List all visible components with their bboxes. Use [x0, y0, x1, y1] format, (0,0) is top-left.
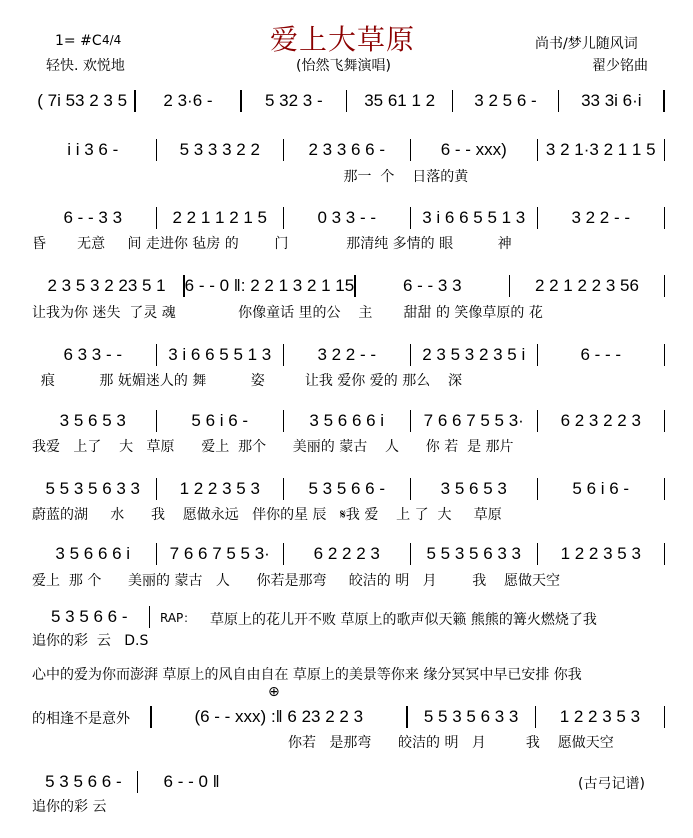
- measure-notes: 3 5 6 5 3: [59, 411, 126, 430]
- measure: [538, 140, 664, 160]
- measure: [538, 479, 664, 499]
- measure-notes: 7 6 6 7 5 5 3·: [169, 544, 270, 563]
- measure: [30, 544, 156, 564]
- measure: [510, 276, 663, 296]
- measure-notes: 3 2 5 6 -: [474, 91, 537, 110]
- measure: [411, 208, 537, 228]
- barline: [664, 478, 666, 500]
- measure: [356, 276, 509, 296]
- measure: [538, 411, 664, 431]
- measure: [453, 91, 557, 111]
- coda-lyrics: 你若 是那弯 皎洁的 明 月 我 愿做天空: [288, 735, 614, 751]
- measure: [284, 208, 410, 228]
- notation-row: [30, 207, 665, 229]
- lyrics-line: 那一 个 日落的黄: [32, 169, 469, 185]
- measure: [136, 91, 240, 111]
- measure-notes: 3 i 6 6 5 5 1 3: [168, 345, 272, 364]
- measure-notes: 5 32 3 -: [264, 91, 323, 110]
- measure: 5 5 3 5 6 3 3: [423, 707, 519, 726]
- composer: 翟少铭曲: [592, 58, 648, 74]
- barline: [664, 139, 666, 161]
- rap-line-1: 草原上的花儿开不败 草原上的歌声似天籁 熊熊的篝火燃烧了我: [210, 612, 597, 628]
- notation-row: [30, 275, 665, 297]
- measure: [30, 411, 156, 431]
- rap-line-3: 的相逢不是意外: [32, 711, 130, 727]
- measure: [157, 345, 283, 365]
- measure-notes: 2 3 3 6 6 -: [308, 140, 386, 159]
- measure: 5 3 5 6 6 -: [50, 607, 128, 626]
- measure-notes: 6 - - 0 ‖: 2 2 1 3 2 1 15: [184, 276, 355, 295]
- barline: [149, 606, 151, 628]
- measure: [284, 544, 410, 564]
- barline: [664, 344, 666, 366]
- measure-notes: 6 - - xxx): [440, 140, 507, 159]
- measure: 6 - - 0 ‖: [163, 772, 220, 791]
- measure-notes: 5 6 i 6 -: [191, 411, 249, 430]
- notation-row: [30, 344, 665, 366]
- lyrics-line: 昏 无意 间 走进你 毡房 的 门 那清纯 多情的 眼 神: [32, 236, 512, 252]
- measure: [538, 544, 664, 564]
- measure: [411, 479, 537, 499]
- measure: [157, 544, 283, 564]
- measure-notes: i i 3 6 -: [67, 140, 119, 159]
- measure-notes: 6 - - -: [580, 345, 622, 364]
- transcriber-credit: (古弓记谱): [578, 776, 645, 792]
- measure: [538, 345, 664, 365]
- measure-notes: 6 3 3 - -: [63, 345, 123, 364]
- rap-line-2: 心中的爱为你而澎湃 草原上的风自由自在 草原上的美景等你来 缘分冥冥中早已安排 你我: [32, 667, 582, 683]
- measure-notes: 2 3 5 3 2 3 5 i: [422, 345, 526, 364]
- lyrics-line: 我爱 上了 大 草原 爱上 那个 美丽的 蒙古 人 你 若 是 那片: [32, 439, 514, 455]
- measure: [157, 479, 283, 499]
- measure-notes: 3 2 2 - -: [571, 208, 631, 227]
- ending-notes-row: [30, 771, 245, 793]
- song-title: 爱上大草原: [270, 23, 416, 56]
- measure-notes: 3 2 2 - -: [317, 345, 377, 364]
- measure-notes: ( 7i 53 2 3 5: [37, 91, 128, 110]
- ending-lyrics: 追你的彩 云: [32, 799, 107, 815]
- rap-label: RAP：: [160, 611, 196, 625]
- barline: [664, 543, 666, 565]
- performer: (怡然飞舞演唱): [296, 58, 391, 74]
- measure: [284, 479, 410, 499]
- barline: [664, 706, 666, 728]
- measure-notes: 3 5 6 6 6 i: [55, 544, 131, 563]
- lyrics-line: 痕 那 妩媚迷人的 舞 姿 让我 爱你 爱的 那么 深: [32, 373, 463, 389]
- lyrics-line: 让我为你 迷失 了灵 魂 你像童话 里的公 主 甜甜 的 笑像草原的 花: [32, 305, 543, 321]
- measure-notes: 6 2 3 2 2 3: [560, 411, 641, 430]
- measure-notes: 7 6 6 7 5 5 3·: [423, 411, 524, 430]
- measure-notes: 2 2 1 2 2 3 56: [534, 276, 639, 295]
- tempo-marking: 轻快. 欢悦地: [46, 58, 125, 74]
- measure-notes: 2 3·6 -: [163, 91, 213, 110]
- measure-notes: 5 3 3 3 2 2: [179, 140, 260, 159]
- measure-notes: 5 5 3 5 6 3 3: [426, 544, 522, 563]
- measure: [30, 479, 156, 499]
- lyrics-line: 爱上 那 个 美丽的 蒙古 人 你若是那弯 皎洁的 明 月 我 愿做天空: [32, 573, 561, 589]
- measure-notes: 3 5 6 5 3: [440, 479, 507, 498]
- measure: [411, 411, 537, 431]
- coda-notes-row: [150, 706, 665, 728]
- measure: 1 2 2 3 5 3: [559, 707, 641, 726]
- barline: [664, 410, 666, 432]
- barline: [664, 207, 666, 229]
- barline: [664, 275, 666, 297]
- lyricist: 尚书/梦儿随风词: [535, 36, 638, 52]
- measure: [30, 140, 156, 160]
- measure: [242, 91, 346, 111]
- measure-notes: 2 2 1 1 2 1 5: [172, 208, 268, 227]
- time-signature: 4/4: [102, 33, 122, 47]
- lyrics-line: 蔚蓝的湖 水 我 愿做永远 伴你的星 辰 𝄋我 爱 上 了 大 草原: [32, 507, 502, 523]
- measure: [284, 140, 410, 160]
- measure: [347, 91, 451, 111]
- measure-notes: 3 2 1·3 2 1 1 5: [545, 140, 656, 159]
- measure: [30, 276, 183, 296]
- notation-row: [30, 139, 665, 161]
- measure: [30, 345, 156, 365]
- measure: [559, 91, 663, 111]
- measure: [538, 208, 664, 228]
- measure: [185, 276, 355, 296]
- measure-notes: 6 - - 3 3: [63, 208, 123, 227]
- rap-notes-row: [30, 606, 150, 628]
- barline: [663, 90, 665, 112]
- measure-notes: 5 6 i 6 -: [572, 479, 630, 498]
- measure: [30, 208, 156, 228]
- measure: (6 - - xxx) :‖ 6 23 2 2 3: [194, 707, 364, 726]
- notation-row: [30, 543, 665, 565]
- measure: [30, 91, 134, 111]
- measure-notes: 0 3 3 - -: [317, 208, 377, 227]
- measure-notes: 2 3 5 3 2 23 5 1: [47, 276, 166, 295]
- notation-row: [30, 478, 665, 500]
- measure: [411, 345, 537, 365]
- measure-notes: 5 3 5 6 6 -: [308, 479, 386, 498]
- measure: [157, 411, 283, 431]
- measure-notes: 1 2 2 3 5 3: [179, 479, 260, 498]
- measure: [411, 140, 537, 160]
- measure: [157, 140, 283, 160]
- key-signature: 1= #C: [55, 33, 102, 49]
- measure: [284, 411, 410, 431]
- notation-row: [30, 90, 665, 112]
- measure: [157, 208, 283, 228]
- measure-notes: 6 - - 3 3: [402, 276, 462, 295]
- measure-notes: 6 2 2 2 3: [313, 544, 380, 563]
- measure-notes: 3 5 6 6 6 i: [309, 411, 385, 430]
- coda-icon: ⊕: [268, 684, 280, 700]
- rap-lyrics: 追你的彩 云 D.S: [32, 633, 149, 649]
- measure: [284, 345, 410, 365]
- measure: [411, 544, 537, 564]
- measure-notes: 5 5 3 5 6 3 3: [45, 479, 141, 498]
- measure-notes: 33 3i 6·i: [581, 91, 642, 110]
- measure: 5 3 5 6 6 -: [45, 772, 122, 791]
- measure-notes: 3 i 6 6 5 5 1 3: [422, 208, 526, 227]
- measure-notes: 1 2 2 3 5 3: [560, 544, 641, 563]
- notation-row: [30, 410, 665, 432]
- measure-notes: 35 61 1 2: [364, 91, 436, 110]
